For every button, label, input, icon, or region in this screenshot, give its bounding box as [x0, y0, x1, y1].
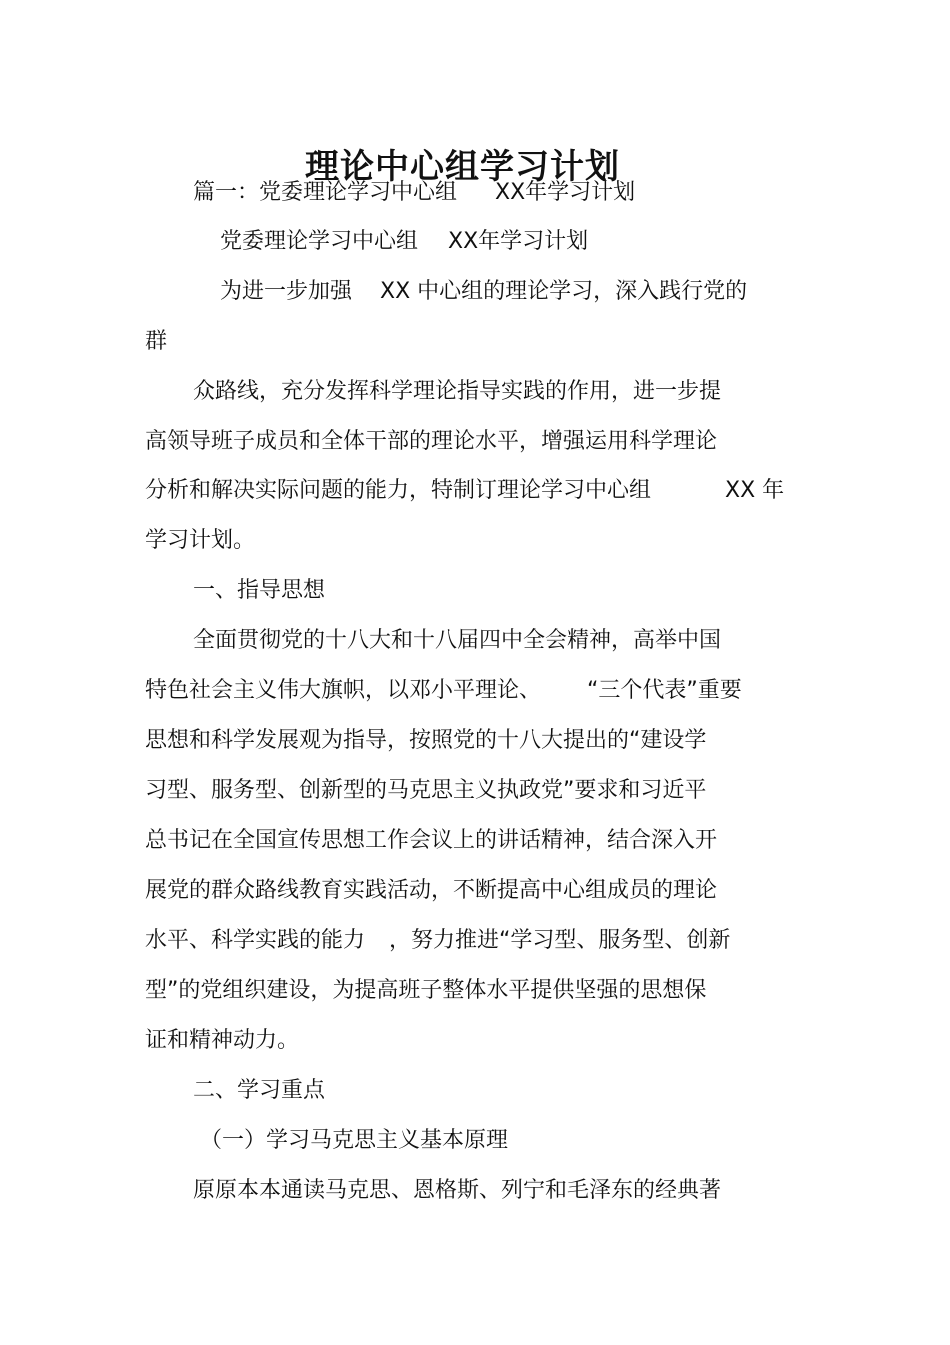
text-segment: 分析和解决实际问题的能力，特制订理论学习中心组 [145, 478, 652, 503]
paragraph-line [145, 476, 784, 506]
text-segment: “三个代表”重要 [587, 678, 742, 703]
text-segment: 特色社会主义伟大旗帜，以邓小平理论、 [145, 678, 542, 703]
paragraph-line [220, 277, 747, 307]
document-title: 理论中心组学习计划 [305, 146, 620, 187]
subsection-heading: （一）学习马克思主义基本原理 [200, 1128, 509, 1153]
text-segment: ，努力推进“学习型、服务型、创新 [389, 928, 731, 953]
paragraph-line: 全面贯彻党的十八大和十八届四中全会精神，高举中国 [193, 628, 722, 653]
paragraph-line [145, 926, 730, 956]
paragraph-line: 高领导班子成员和全体干部的理论水平，增强运用科学理论 [145, 429, 718, 454]
paragraph-line [145, 676, 742, 706]
text-segment: XX 中心组的理论学习，深入践行党的 [380, 279, 748, 304]
text-segment: 水平、科学实践的能力 [145, 928, 366, 953]
text-segment: XX年学习计划 [495, 180, 636, 205]
section-heading: 一、指导思想 [193, 578, 326, 603]
paragraph-line: 型”的党组织建设，为提高班子整体水平提供坚强的思想保 [145, 978, 707, 1003]
paragraph-line: 群 [145, 329, 168, 354]
paragraph-line: 思想和科学发展观为指导，按照党的十八大提出的“建设学 [145, 728, 707, 753]
text-segment: XX 年 [725, 478, 785, 503]
text-segment: XX年学习计划 [448, 229, 589, 254]
section-heading: 二、学习重点 [193, 1078, 326, 1103]
paragraph-line: 习型、服务型、创新型的马克思主义执政党”要求和习近平 [145, 778, 707, 803]
subtitle-line [220, 227, 588, 257]
paragraph-line: 众路线，充分发挥科学理论指导实践的作用，进一步提 [193, 379, 722, 404]
paragraph-line: 总书记在全国宣传思想工作会议上的讲话精神，结合深入开 [145, 828, 718, 853]
paragraph-line: 证和精神动力。 [145, 1028, 300, 1053]
text-segment: 为进一步加强 [220, 279, 353, 304]
paragraph-line: 展党的群众路线教育实践活动，不断提高中心组成员的理论 [145, 878, 718, 903]
paragraph-line: 学习计划。 [145, 528, 256, 553]
text-segment: 篇一：党委理论学习中心组 [193, 180, 458, 205]
paragraph-line: 原原本本通读马克思、恩格斯、列宁和毛泽东的经典著 [193, 1178, 722, 1203]
section-heading-part1 [193, 178, 635, 208]
text-segment: 党委理论学习中心组 [220, 229, 419, 254]
